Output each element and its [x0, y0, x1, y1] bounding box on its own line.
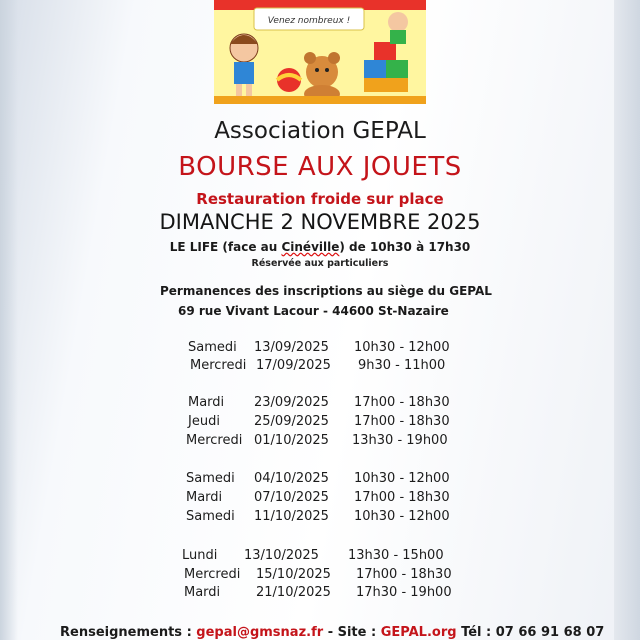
schedule-date: 15/10/2025 — [256, 567, 331, 582]
schedule-date: 17/09/2025 — [256, 358, 331, 373]
association-name: Association GEPAL — [214, 118, 426, 144]
schedule-day: Samedi — [188, 340, 237, 355]
schedule-hours: 10h30 - 12h00 — [354, 509, 450, 524]
venue-prefix: LE LIFE (face au — [169, 240, 282, 254]
schedule-day: Samedi — [186, 471, 235, 486]
schedule-day: Samedi — [186, 509, 235, 524]
schedule-day: Lundi — [182, 548, 218, 563]
schedule-date: 07/10/2025 — [254, 490, 329, 505]
venue-suffix: ) de 10h30 à 17h30 — [339, 240, 471, 254]
schedule-date: 11/10/2025 — [254, 509, 329, 524]
schedule-day: Mardi — [188, 395, 225, 410]
paper-shadow-left — [0, 0, 18, 640]
paper-edge-right — [614, 0, 640, 640]
schedule-hours: 10h30 - 12h00 — [354, 340, 450, 355]
schedule-hours: 17h00 - 18h30 — [356, 567, 452, 582]
food-note: Restauration froide sur place — [196, 190, 444, 208]
schedule-hours: 17h00 - 18h30 — [354, 414, 450, 429]
schedule-hours: 17h00 - 18h30 — [354, 395, 450, 410]
reserved-note: Réservée aux particuliers — [251, 258, 389, 269]
schedule-date: 23/09/2025 — [254, 395, 329, 410]
schedule-day: Jeudi — [188, 414, 220, 429]
schedule-date: 01/10/2025 — [254, 433, 329, 448]
contact-label: Renseignements : — [60, 625, 192, 640]
schedule-day: Mercredi — [190, 358, 247, 373]
schedule-date: 21/10/2025 — [256, 585, 331, 600]
schedule-date: 13/09/2025 — [254, 340, 329, 355]
address: 69 rue Vivant Lacour - 44600 St-Nazaire — [178, 304, 449, 318]
schedule-hours: 10h30 - 12h00 — [354, 471, 450, 486]
phone: Tél : 07 66 91 68 07 — [461, 625, 605, 640]
event-title: BOURSE AUX JOUETS — [178, 152, 462, 182]
site-label: - Site : — [327, 625, 377, 640]
toys-illustration — [214, 0, 426, 104]
event-date: DIMANCHE 2 NOVEMBRE 2025 — [159, 210, 481, 234]
schedule-day: Mardi — [186, 490, 223, 505]
schedule-date: 13/10/2025 — [244, 548, 319, 563]
schedule-day: Mardi — [184, 585, 221, 600]
contact-line — [60, 625, 604, 640]
schedule-hours: 13h30 - 15h00 — [348, 548, 444, 563]
schedule-day: Mercredi — [186, 433, 243, 448]
schedule-hours: 13h30 - 19h00 — [352, 433, 448, 448]
banner-caption: Venez nombreux ! — [267, 16, 351, 26]
contact-email[interactable]: gepal@gmsnaz.fr — [196, 625, 324, 640]
venue-line — [0, 240, 640, 254]
venue-name: Cinéville — [281, 240, 340, 254]
schedule-hours: 17h30 - 19h00 — [356, 585, 452, 600]
schedule-day: Mercredi — [184, 567, 241, 582]
schedule-hours: 17h00 - 18h30 — [354, 490, 450, 505]
schedule-hours: 9h30 - 11h00 — [358, 358, 446, 373]
schedule-date: 04/10/2025 — [254, 471, 329, 486]
permanences-heading: Permanences des inscriptions au siège du GEPAL — [160, 284, 492, 298]
schedule-date: 25/09/2025 — [254, 414, 329, 429]
site-link[interactable]: GEPAL.org — [380, 625, 457, 640]
